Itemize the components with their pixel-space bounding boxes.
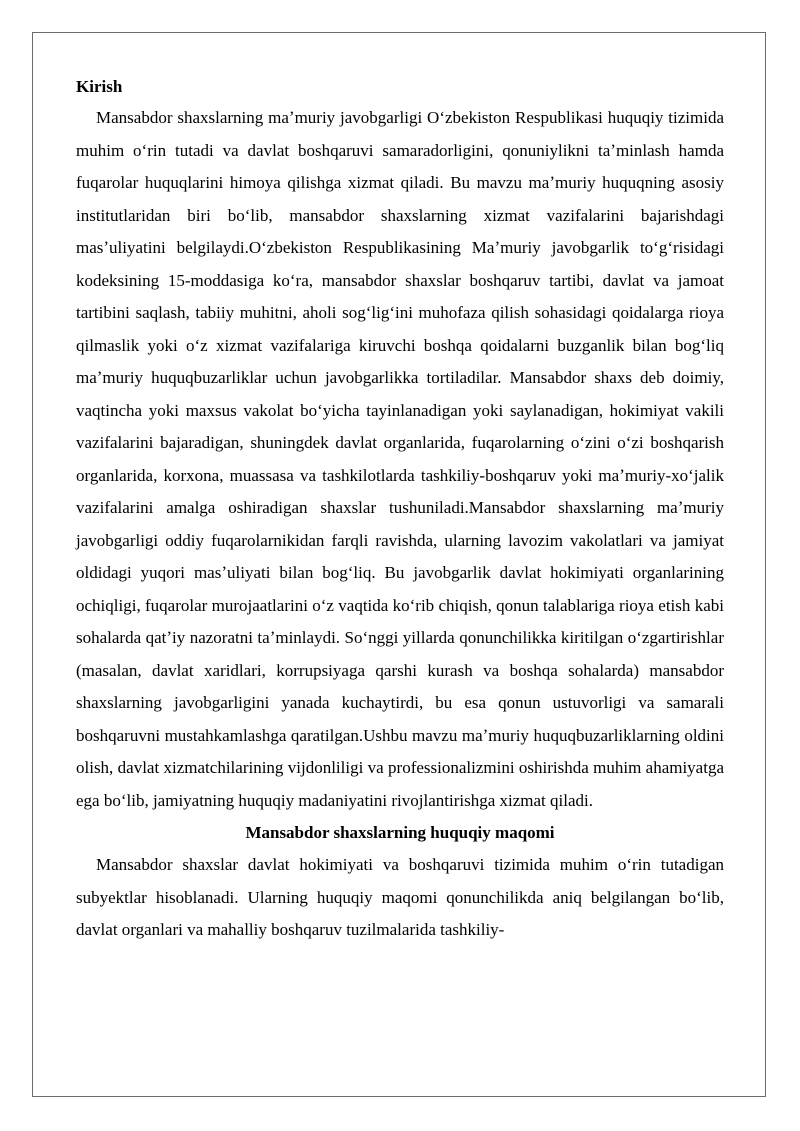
document-body [76,72,724,947]
intro-heading: Kirish [76,77,123,96]
intro-paragraph: Mansabdor shaxslarning maʼmuriy javobgarligi Oʻzbekiston Respublikasi huquqiy tizimida muhim oʻrin tutadi va davlat boshqaruvi samaradorligini, qonuniylikni taʼminlash hamda fuqarolar huquqlarini himoya qilishga xizmat qiladi. Bu mavzu maʼmuriy huquqning asosiy institutlaridan biri boʻlib, mansabdor shaxslarning xizmat vazifalarini bajarishdagi masʼuliyatini belgilaydi.Oʻzbekiston Respublikasining Maʼmuriy javobgarlik toʻgʻrisidagi kodeksining 15-moddasiga koʻra, mansabdor shaxslar boshqaruv tartibi, davlat va jamoat tartibini saqlash, tabiiy muhitni, aholi sogʻligʻini muhofaza qilish sohasidagi qoidalarga rioya qilmaslik yoki oʻz xizmat vazifalariga kiruvchi boshqa qoidalarni buzganlik bilan bogʻliq maʼmuriy huquqbuzarliklar uchun javobgarlikka tortiladilar. Mansabdor shaxs deb doimiy, vaqtincha yoki maxsus vakolat boʻyicha tayinlanadigan yoki saylanadigan, hokimiyat vakili vazifalarini bajaradigan, shuningdek davlat organlarida, fuqarolarning oʻzini oʻzi boshqarish organlarida, korxona, muassasa va tashkilotlarda tashkiliy-boshqaruv yoki maʼmuriy-xoʻjalik vazifalarini amalga oshiradigan shaxslar tushuniladi.Mansabdor shaxslarning maʼmuriy javobgarligi oddiy fuqarolarnikidan farqli ravishda, ularning lavozim vakolatlari va jamiyat oldidagi yuqori masʼuliyati bilan bogʻliq. Bu javobgarlik davlat hokimiyati organlarining ochiqligi, fuqarolar murojaatlarini oʻz vaqtida koʻrib chiqish, qonun talablariga rioya etish kabi sohalarda qatʼiy nazoratni taʼminlaydi. Soʻnggi yillarda qonunchilikka kiritilgan oʻzgartirishlar (masalan, davlat xaridlari, korrupsiyaga qarshi kurash va boshqa sohalarda) mansabdor shaxslarning javobgarligini yanada kuchaytirdi, bu esa qonun ustuvorligi va samarali boshqaruvni mustahkamlashga qaratilgan.Ushbu mavzu maʼmuriy huquqbuzarliklarning oldini olish, davlat xizmatchilarining vijdonliligi va professionalizmini oshirishda muhim ahamiyatga ega boʻlib, jamiyatning huquqiy madaniyatini rivojlantirishga xizmat qiladi. [76,108,724,810]
section-heading: Mansabdor shaxslarning huquqiy maqomi [245,823,555,842]
section-paragraph: Mansabdor shaxslar davlat hokimiyati va boshqaruvi tizimida muhim oʻrin tutadigan subyektlar hisoblanadi. Ularning huquqiy maqomi qonunchilikda aniq belgilangan boʻlib, davlat organlari va mahalliy boshqaruv tuzilmalarida tashkiliy- [76,855,724,939]
